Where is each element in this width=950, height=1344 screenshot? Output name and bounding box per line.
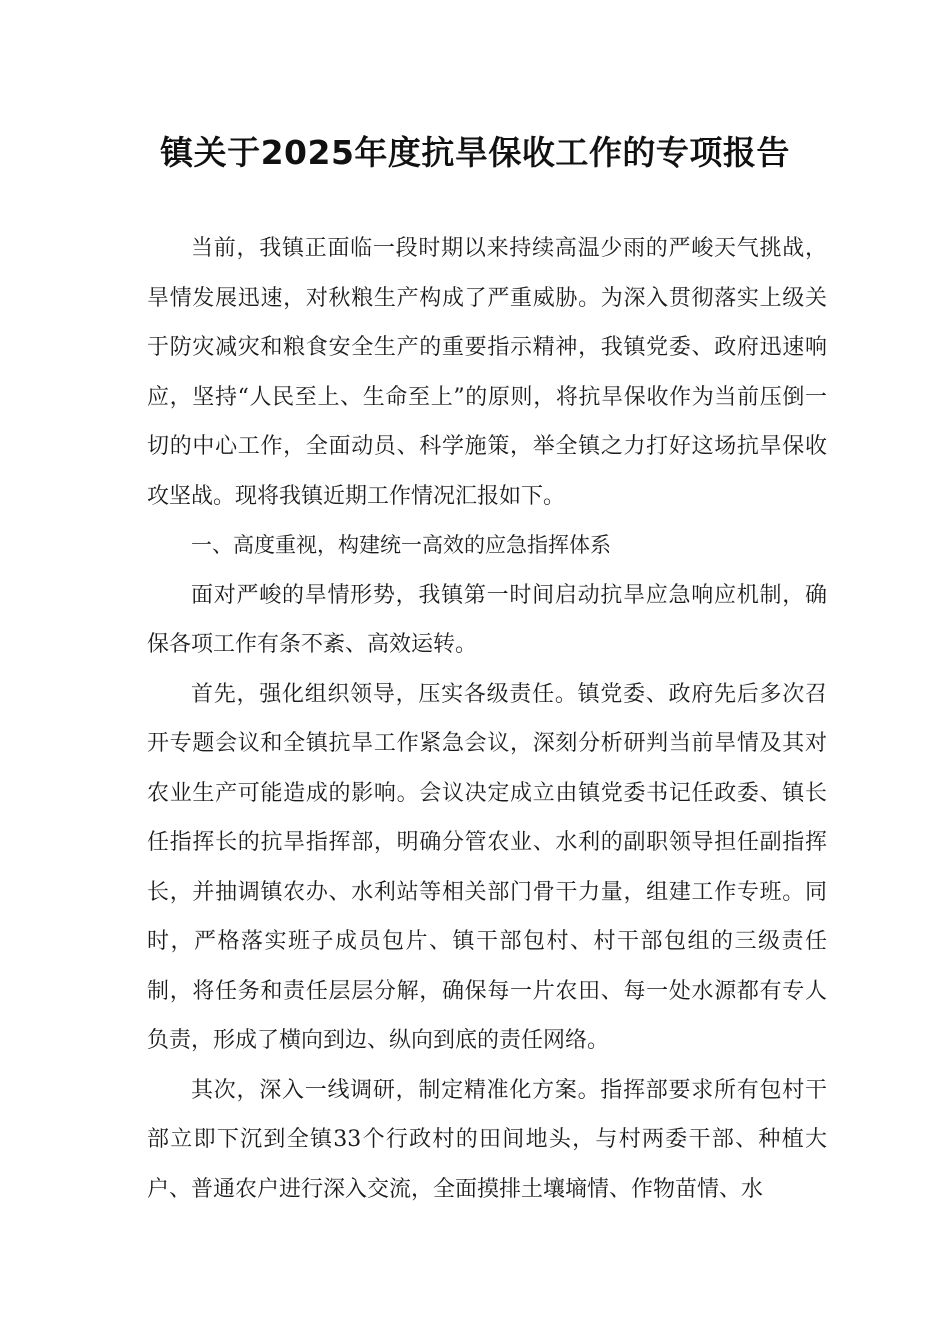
paragraph-second: 其次，深入一线调研，制定精准化方案。指挥部要求所有包村干部立即下沉到全镇33个行政村的田间地头，与村两委干部、种植大户、普通农户进行深入交流，全面摸排土壤墒情、作物苗情、水 [147, 1077, 827, 1202]
document-body [147, 224, 827, 1214]
paragraph-first: 首先，强化组织领导，压实各级责任。镇党委、政府先后多次召开专题会议和全镇抗旱工作紧急会议，深刻分析研判当前旱情及其对农业生产可能造成的影响。会议决定成立由镇党委书记任政委、镇长任指挥长的抗旱指挥部，明确分管农业、水利的副职领导担任副指挥长，并抽调镇农办、水利站等相关部门骨干力量，组建工作专班。同时，严格落实班子成员包片、镇干部包村、村干部包组的三级责任制，将任务和责任层层分解，确保每一片农田、每一处水源都有专人负责，形成了横向到边、纵向到底的责任网络。 [147, 681, 827, 1053]
paragraph-intro: 当前，我镇正面临一段时期以来持续高温少雨的严峻天气挑战，旱情发展迅速，对秋粮生产构成了严重威胁。为深入贯彻落实上级关于防灾减灾和粮食安全生产的重要指示精神，我镇党委、政府迅速响应，坚持“人民至上、生命至上”的原则，将抗旱保收作为当前压倒一切的中心工作，全面动员、科学施策，举全镇之力打好这场抗旱保收攻坚战。现将我镇近期工作情况汇报如下。 [147, 236, 827, 509]
section-heading-1: 一、高度重视，构建统一高效的应急指挥体系 [191, 533, 611, 557]
document-title: 镇关于2025年度抗旱保收工作的专项报告 [160, 133, 790, 172]
paragraph-overview: 面对严峻的旱情形势，我镇第一时间启动抗旱应急响应机制，确保各项工作有条不紊、高效运转。 [147, 582, 827, 657]
